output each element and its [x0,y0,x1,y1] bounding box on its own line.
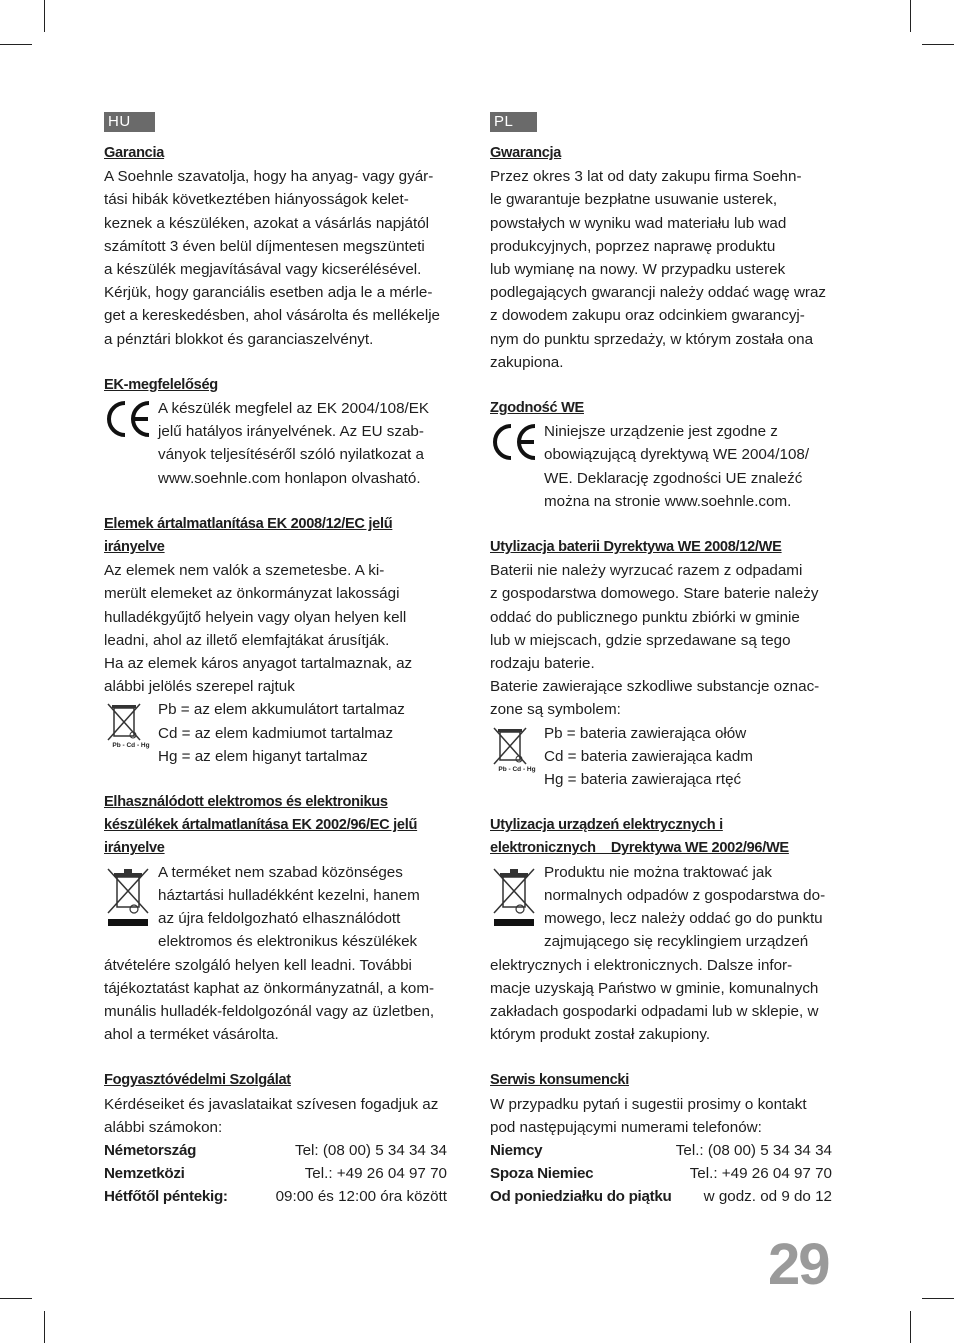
contact-label: Hétfőtől péntekig: [104,1188,228,1206]
text-line: Baterie zawierające szkodliwe substancje oznac- [490,678,820,696]
text-line: tási hibák következtében hiányosságok kelet- [104,191,409,209]
text-line: Kérjük, hogy garanciális esetben adja le a mérle- [104,284,433,302]
hu-warranty-title: Garancia [104,145,165,161]
text-line: Baterii nie należy wyrzucać razem z odpadami [490,562,803,580]
contact-row [104,1162,447,1185]
contact-row [490,1162,832,1185]
hu-weee-title: készülékek ártalmatlanítása EK 2002/96/EC jelű [104,817,418,834]
text-line: Pb = bateria zawierająca ołów [544,724,747,742]
pl-weee-section [490,814,852,1046]
text-line: Cd = bateria zawierająca kadm [544,747,753,765]
contact-value: Tel.: +49 26 04 97 70 [689,1165,832,1183]
text-line: Hg = az elem higanyt tartalmaz [158,747,368,765]
text-line: keznek a készüléken, azokat a vásárlás napjától [104,214,430,232]
battery-symbol-label: Pb - Cd - Hg [498,765,536,773]
crop-mark [0,44,32,45]
text-line: z dowodem zakupu oraz odcinkiem gwarancyj- [490,307,805,325]
text-line: hulladékgyűjtő helyein vagy olyan helyen kell [104,608,407,626]
text-line: www.soehnle.com honlapon olvasható. [158,469,421,487]
hu-weee-title: irányelve [104,840,165,857]
text-line: leadni, ahol az illető elemfajtákat árusítják. [104,631,390,649]
contact-value: Tel.: (08 00) 5 34 34 34 [675,1141,832,1159]
contact-label: Od poniedziałku do piątku [490,1188,672,1206]
text-line: którym produkt został zakupiony. [490,1026,711,1044]
text-line: elektromos és elektronikus készülékek [158,933,418,951]
text-line: számított 3 éven belül díjmentesen megszünteti [104,237,425,255]
language-tag-hu: HU [104,112,155,132]
pl-weee-title: Utylizacja urządzeń elektrycznych i [490,817,723,834]
text-line: zone są symbolem: [490,701,621,719]
text-line: A terméket nem szabad közönséges [158,863,403,881]
hu-battery-title: irányelve [104,539,165,556]
text-line: normalnych odpadów z gospodarstwa do- [544,886,826,904]
contact-row [490,1139,832,1162]
crop-mark [44,0,45,32]
hungarian-column [104,110,470,1232]
hu-weee-title: Elhasználódott elektromos és elektronikus [104,794,388,811]
text-line: Cd = az elem kadmiumot tartalmaz [158,724,394,742]
pl-ce-section [490,397,852,513]
text-line: Pb = az elem akkumulátort tartalmaz [158,701,405,719]
text-line: Az elemek nem valók a szemetesbe. A ki- [104,562,385,580]
contact-value: Tel.: +49 26 04 97 70 [304,1165,447,1183]
text-line: a készülék megjavításával vagy kicserélésével. [104,261,422,279]
text-line: munális hulladék-feldolgozónál vagy az üzletben, [104,1002,435,1020]
contact-value: Tel: (08 00) 5 34 34 34 [295,1141,447,1159]
text-line: Produktu nie można traktować jak [544,863,772,881]
text-line: podlegających gwarancji należy oddać wagę wraz [490,284,827,302]
text-line: merült elemeket az önkormányzat lakossági [104,585,400,603]
text-line: tájékoztatást kaphat az önkormányzatnál, a kom- [104,979,435,997]
battery-symbol-label: Pb - Cd - Hg [112,742,150,750]
crop-mark [922,44,954,45]
contact-label: Spoza Niemiec [490,1165,594,1183]
pl-service-section [490,1069,852,1208]
text-line: obowiązującą dyrektywą WE 2004/108/ [544,446,810,464]
hu-service-title: Fogyasztóvédelmi Szolgálat [104,1072,291,1089]
text-line: Ha az elemek káros anyagot tartalmaznak, az [104,655,413,673]
contact-row [104,1185,447,1208]
battery-disposal-icon [490,722,544,774]
text-line: WE. Deklarację zgodności UE znaleźć [544,469,803,487]
text-line: Niniejsze urządzenie jest zgodne z [544,423,778,441]
battery-disposal-icon [104,698,158,750]
text-line: lub w miejscach, gdzie sprzedawane są tego [490,631,791,649]
text-line: mowego, lecz należy oddać go do punktu [544,910,823,928]
text-line: Hg = bateria zawierająca rtęć [544,771,742,789]
text-line: alábbi jelölés szerepel rajtuk [104,678,295,696]
contact-label: Nemzetközi [104,1165,185,1183]
crop-mark [910,0,911,32]
text-line: A készülék megfelel az EK 2004/108/EK [158,400,430,418]
text-line: pod następującymi numerami telefonów: [490,1118,762,1136]
page-number: 29 [768,1232,829,1297]
text-line: a pénztári blokkot és garanciaszelvényt. [104,330,374,348]
hu-service-section [104,1069,470,1208]
text-line: można na stronie www.soehnle.com. [544,492,792,510]
ce-mark-icon [104,397,158,439]
text-line: le gwarantuje bezpłatne usuwanie usterek, [490,191,778,209]
text-line: get a kereskedésben, ahol vásárolta és mellékelje [104,307,441,325]
hu-warranty-section [104,142,470,351]
text-line: elektrycznych i elektronicznych. Dalsze infor- [490,956,793,974]
text-line: oddać do publicznego punktu zbiórki w gminie [490,608,800,626]
text-line: produkcyjnych, poprzez naprawę produktu [490,237,776,255]
text-line: alábbi számokon: [104,1118,223,1136]
text-line: háztartási hulladékként kezelni, hanem [158,886,420,904]
text-line: zakładach gospodarki odpadami lub w sklepie, w [490,1002,819,1020]
pl-warranty-section [490,142,852,374]
text-line: az újra feldolgozható elhasználódott [158,910,401,928]
weee-bin-icon [104,861,158,929]
weee-bin-icon [490,861,544,929]
contact-row [490,1185,832,1208]
text-line: nym do punktu sprzedaży, w którym została ona [490,330,814,348]
text-line: Przez okres 3 lat od daty zakupu firma Soehn- [490,168,802,186]
hu-ce-title: EK-megfelelőség [104,376,218,393]
pl-weee-title: elektronicznych Dyrektywa WE 2002/96/WE [490,840,789,857]
crop-mark [922,1298,954,1299]
pl-battery-title: Utylizacja baterii Dyrektywa WE 2008/12/WE [490,539,782,556]
text-line: lub wymianę na nowy. W przypadku usterek [490,261,786,279]
text-line: ványok teljesítéséről szóló nyilatkozat a [158,446,424,464]
contact-label: Németország [104,1141,197,1159]
text-line: powstałych w wyniku wad materiału lub wad [490,214,787,232]
contact-value: w godz. od 9 do 12 [703,1188,832,1206]
text-line: W przypadku pytań i sugestii prosimy o kontakt [490,1095,807,1113]
contact-row [104,1139,447,1162]
text-line: z gospodarstwa domowego. Stare baterie należy [490,585,819,603]
text-line: ahol a terméket vásárolta. [104,1026,279,1044]
pl-ce-title: Zgodność WE [490,400,584,417]
text-line: Kérdéseiket és javaslataikat szívesen fogadjuk az [104,1095,439,1113]
text-line: rodzaju baterie. [490,655,595,673]
language-tag-pl: PL [490,112,537,132]
hu-battery-title: Elemek ártalmatlanítása EK 2008/12/EC jelű [104,515,393,532]
contact-value: 09:00 és 12:00 óra között [275,1188,447,1206]
pl-battery-section [490,536,852,791]
crop-mark [44,1311,45,1343]
text-line: A Soehnle szavatolja, hogy ha anyag- vagy gyár- [104,168,434,186]
text-line: macje uzyskają Państwo w gminie, komunalnych [490,979,819,997]
hu-weee-section [104,791,470,1046]
pl-service-title: Serwis konsumencki [490,1072,629,1089]
text-line: zajmującego się recyklingiem urządzeń [544,933,809,951]
ce-mark-icon [490,420,544,462]
contact-label: Niemcy [490,1141,543,1159]
text-line: átvételére szolgáló helyen kell leadni. További [104,956,412,974]
text-line: zakupiona. [490,353,564,371]
hu-battery-section [104,513,470,768]
hu-ce-section [104,374,470,490]
crop-mark [0,1298,32,1299]
crop-mark [910,1311,911,1343]
pl-warranty-title: Gwarancja [490,145,562,161]
polish-column [490,110,852,1232]
text-line: jelű hatályos irányelvének. Az EU szab- [158,423,424,441]
